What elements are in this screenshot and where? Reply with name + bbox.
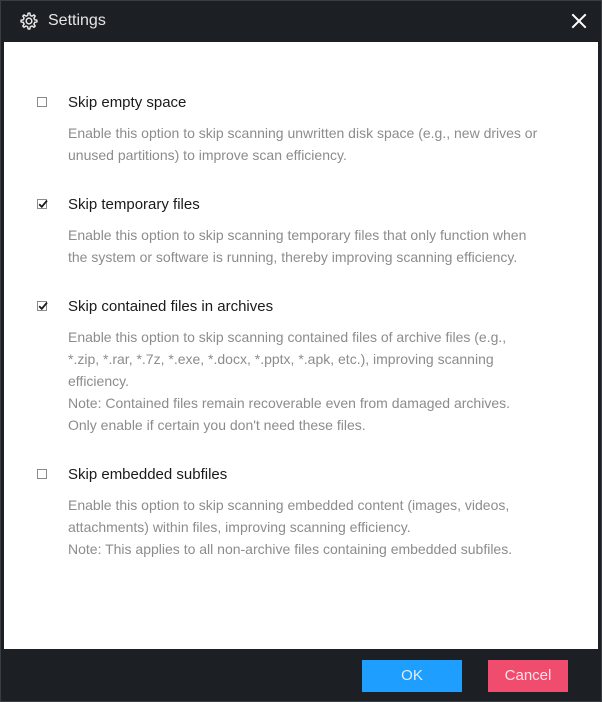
skip-embedded-subfiles-label[interactable]: Skip embedded subfiles (68, 466, 228, 483)
gear-icon (19, 11, 39, 31)
skip-empty-space-description: Enable this option to skip scanning unwritten disk space (e.g., new drives or unused partitions) to improve scan efficiency. (68, 125, 538, 163)
ok-button[interactable]: OK (362, 660, 462, 692)
skip-contained-files-description: Enable this option to skip scanning contained files of archive files (e.g., *.zip, *.rar, *.7z, *.exe, *.docx, *.pptx, *.apk, etc.), improving scanning efficiency. Note: Contained files remain recoverable even from damaged archives. Only enable if certain you don't need these files. (68, 329, 511, 433)
skip-empty-space-checkbox[interactable] (37, 97, 47, 107)
cancel-button[interactable]: Cancel (488, 660, 568, 692)
skip-temporary-files-description: Enable this option to skip scanning temporary files that only function when the system or software is running, thereby improving scanning efficiency. (68, 227, 527, 265)
title-bar (1, 1, 601, 41)
skip-contained-files-checkbox[interactable] (37, 301, 47, 311)
settings-content (4, 42, 598, 649)
close-button[interactable] (569, 11, 589, 31)
skip-empty-space-label[interactable]: Skip empty space (68, 94, 187, 111)
skip-embedded-subfiles-checkbox[interactable] (37, 469, 47, 479)
skip-temporary-files-label[interactable]: Skip temporary files (68, 196, 200, 213)
skip-contained-files-label[interactable]: Skip contained files in archives (68, 298, 274, 315)
dialog-footer (1, 649, 601, 701)
checkmark-icon (37, 300, 49, 312)
checkmark-icon (37, 198, 49, 210)
close-icon (569, 11, 589, 31)
skip-embedded-subfiles-description: Enable this option to skip scanning embedded content (images, videos, attachments) within files, improving scanning efficiency. Note: This applies to all non-archive files containing embedded subfiles. (68, 497, 513, 557)
skip-temporary-files-checkbox[interactable] (37, 199, 47, 209)
dialog-title: Settings (48, 12, 106, 29)
